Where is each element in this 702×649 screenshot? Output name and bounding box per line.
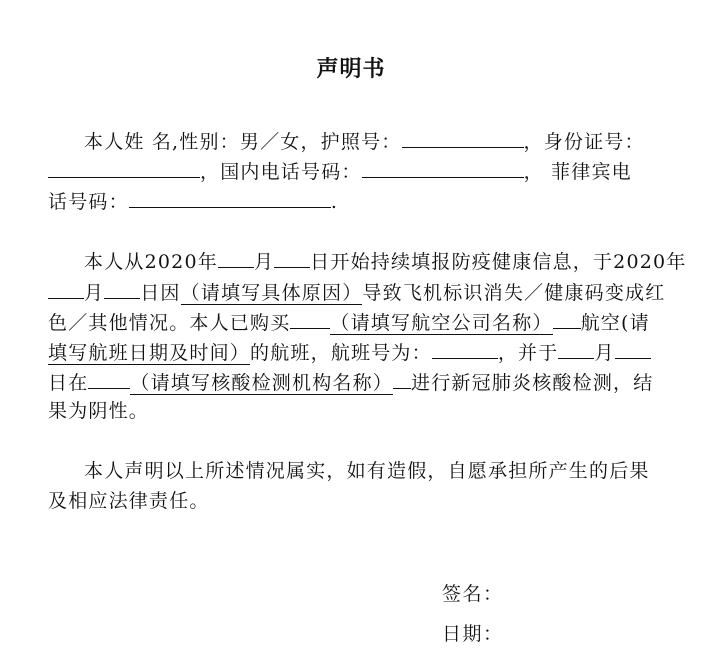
para3-line2 [48, 489, 210, 513]
declaration-statement: 本人声明以上所述情况属实，如有造假，自愿承担所产生的后果 [84, 460, 650, 482]
id-number-blank[interactable] [48, 158, 200, 178]
test-month-blank[interactable] [558, 339, 594, 359]
airline-pad-right[interactable] [553, 309, 581, 329]
ph-phone-label-cont: 话号码： [48, 191, 129, 213]
para2-line1 [84, 248, 687, 274]
para1-line2 [48, 158, 632, 184]
airline-pad-left[interactable] [290, 309, 330, 329]
and-on-text: ，并于 [497, 342, 559, 364]
day-at-text: 日在 [48, 372, 89, 394]
id-number-label: ，身份证号： [523, 131, 645, 153]
ph-phone-label: ， 菲律宾电 [523, 161, 632, 183]
period: . [330, 191, 339, 213]
month-text: 月 [594, 342, 615, 364]
event-day-blank[interactable] [104, 279, 140, 299]
month-text: 月 [253, 251, 275, 273]
para3-line1 [84, 459, 650, 483]
negative-result-text: 果为阴性。 [48, 400, 150, 422]
ph-phone-blank[interactable] [129, 188, 331, 208]
month-text: 月 [84, 282, 105, 304]
date-label: 日期： [442, 623, 504, 645]
flight-datetime-hint[interactable]: 填写航班日期及时间） [48, 342, 251, 364]
flight-number-blank[interactable] [432, 339, 498, 359]
event-month-blank[interactable] [48, 279, 84, 299]
purchased-text: 色／其他情况。本人已购买 [48, 312, 291, 334]
start-month-blank[interactable] [218, 248, 254, 268]
test-day-blank[interactable] [615, 339, 651, 359]
gender-passport-label: ,性别：男／女，护照号： [172, 131, 402, 153]
airline-hint[interactable]: （请填写航空公司名称） [330, 312, 553, 334]
due-to-text: 日因 [140, 282, 181, 304]
domestic-phone-blank[interactable] [362, 158, 524, 178]
para2-line5 [48, 369, 653, 395]
nucleic-test-text: 进行新冠肺炎核酸检测，结 [411, 372, 654, 394]
start-day-blank[interactable] [274, 248, 310, 268]
start-year-text: 本人从2020年 [84, 251, 218, 273]
continue-report-text: 日开始持续填报防疫健康信息，于2020年 [310, 251, 687, 273]
legal-responsibility-text: 及相应法律责任。 [48, 490, 210, 512]
airline-text: 航空(请 [580, 312, 650, 334]
reason-hint[interactable]: （请填写具体原因） [180, 282, 363, 304]
para2-line6 [48, 399, 149, 423]
test-org-pad-left[interactable] [88, 369, 130, 389]
passport-blank[interactable] [402, 128, 524, 148]
para1-line3 [48, 188, 338, 214]
domestic-phone-label: ，国内电话号码： [200, 161, 362, 183]
signature-label: 签名： [442, 583, 504, 605]
test-org-pad-right[interactable] [393, 369, 411, 389]
name-label: 本人姓 名 [84, 131, 173, 153]
para2-line2 [48, 279, 665, 305]
test-org-hint[interactable]: （请填写核酸检测机构名称） [130, 372, 394, 394]
document-title: 声明书 [316, 56, 386, 82]
para2-line3 [48, 309, 650, 335]
plane-icon-disappear-text: 导致飞机标识消失／健康码变成红 [362, 282, 666, 304]
para1-line1 [84, 128, 645, 154]
flight-number-label: 的航班，航班号为： [250, 342, 432, 364]
para2-line4 [48, 339, 651, 365]
